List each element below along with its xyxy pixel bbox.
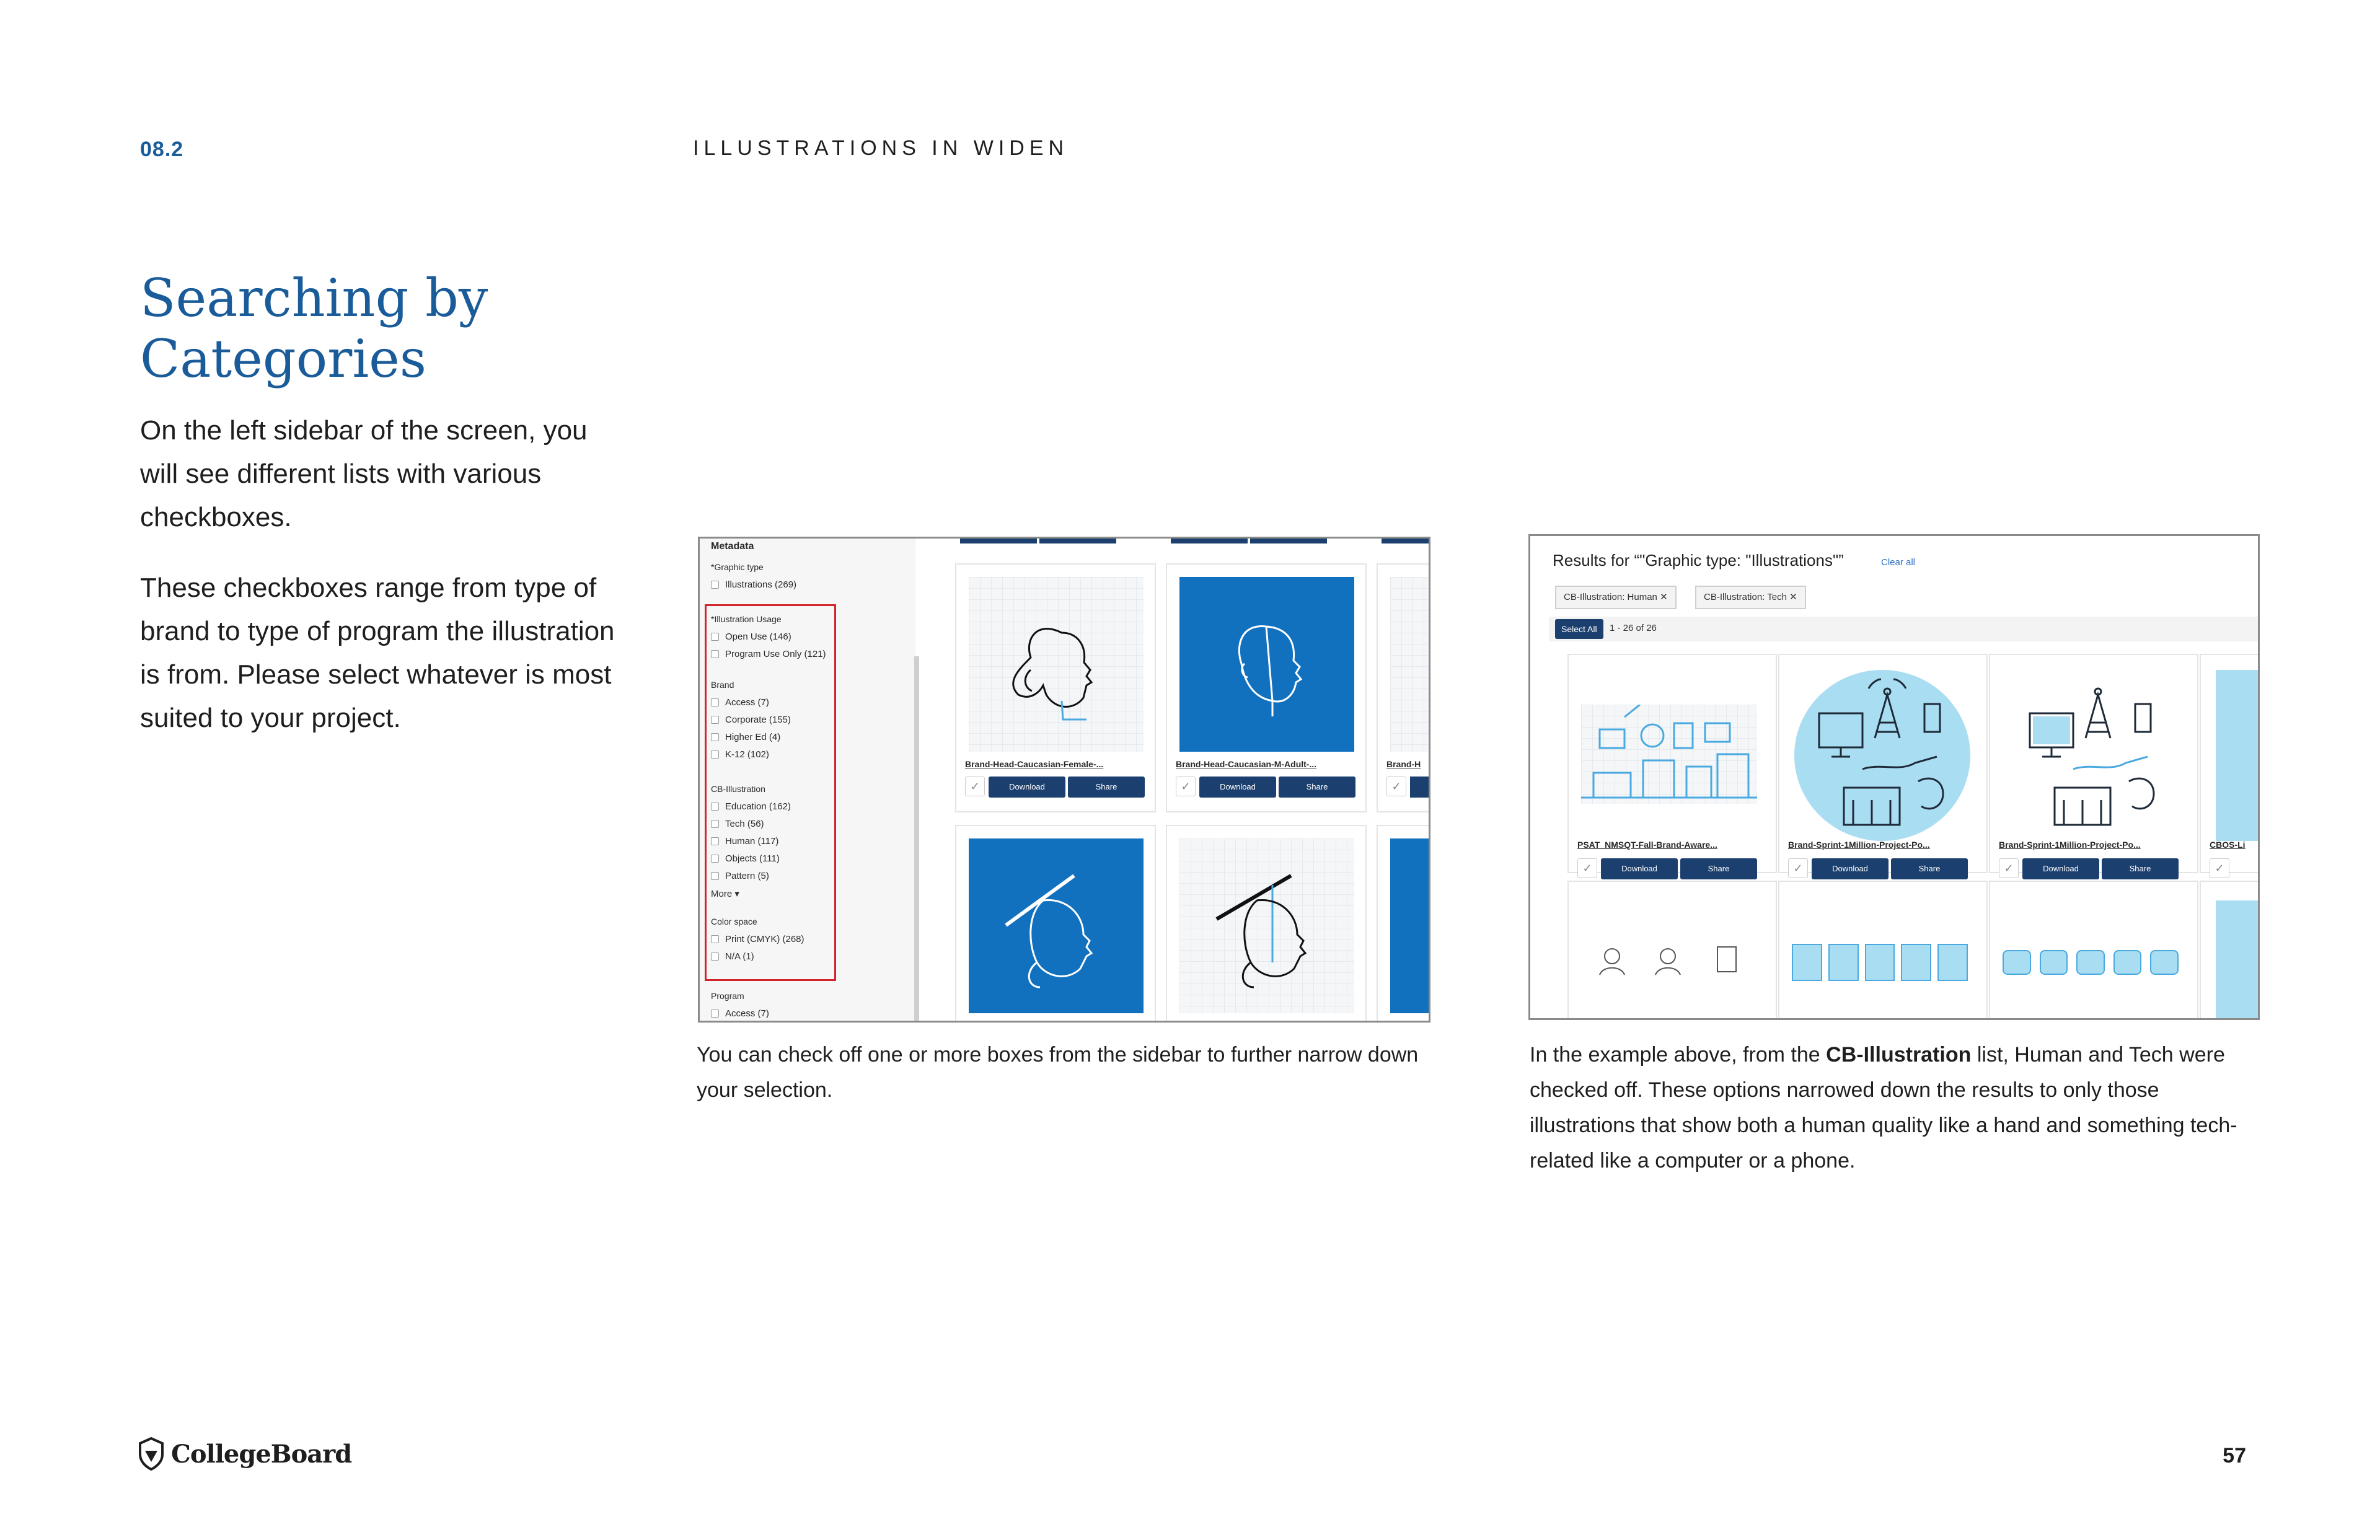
- asset-thumbnail[interactable]: [1794, 670, 1970, 841]
- asset-card[interactable]: [1567, 881, 1777, 1020]
- tower-hand-illustration: [2005, 670, 2181, 841]
- close-icon[interactable]: ✕: [1660, 592, 1668, 602]
- checkbox-icon[interactable]: [711, 698, 719, 706]
- checkbox-icon[interactable]: [711, 803, 719, 811]
- asset-card[interactable]: [1166, 563, 1367, 812]
- brand-label: Brand: [711, 680, 734, 690]
- graduate-head-illustration: [969, 838, 1144, 1013]
- asset-card[interactable]: [2200, 654, 2260, 873]
- right-caption: In the example above, from the CB-Illustration list, Human and Tech were checked off. These options narrowed down the results to only those illustrations that show both a human quality like a hand and something tech-related like a computer or a phone.: [1530, 1043, 2237, 1173]
- filter-checkbox[interactable]: Higher Ed (4): [711, 732, 780, 742]
- filter-checkbox[interactable]: Program Use Only (121): [711, 649, 826, 659]
- filter-checkbox[interactable]: K-12 (102): [711, 749, 769, 760]
- partial-button: [1039, 539, 1116, 543]
- male-head-illustration: [1179, 577, 1354, 752]
- asset-thumbnail[interactable]: [1581, 705, 1757, 804]
- asset-filename[interactable]: PSAT_NMSQT-Fall-Brand-Aware...: [1577, 840, 1717, 850]
- checkbox-icon[interactable]: [711, 1010, 719, 1018]
- filter-checkbox[interactable]: Illustrations (269): [711, 579, 796, 590]
- partial-button: [1250, 539, 1327, 543]
- asset-filename[interactable]: Brand-H: [1386, 759, 1421, 769]
- female-head-illustration: [969, 577, 1144, 752]
- asset-thumbnail[interactable]: [969, 838, 1144, 1013]
- asset-thumbnail[interactable]: [2216, 670, 2260, 841]
- asset-card[interactable]: [1778, 654, 1988, 873]
- asset-thumbnail[interactable]: [1390, 577, 1430, 752]
- results-label: Results for “"Graphic type: "Illustrations"”: [1553, 551, 1844, 570]
- select-check-icon[interactable]: ✓: [1386, 777, 1406, 796]
- asset-thumbnail[interactable]: [2003, 950, 2179, 975]
- checkbox-icon[interactable]: [711, 872, 719, 880]
- filter-checkbox[interactable]: Access (7): [711, 697, 769, 708]
- asset-filename[interactable]: Brand-Sprint-1Million-Project-Po...: [1999, 840, 2141, 850]
- clear-all-link[interactable]: Clear all: [1881, 557, 1916, 568]
- asset-filename[interactable]: Brand-Head-Caucasian-M-Adult-...: [1176, 759, 1317, 769]
- download-button[interactable]: Download: [1812, 858, 1889, 879]
- sidebar-scrollbar[interactable]: [914, 656, 919, 1022]
- filter-chip-tech[interactable]: CB-Illustration: Tech ✕: [1695, 586, 1806, 609]
- asset-card[interactable]: [2200, 881, 2260, 1020]
- cb-illustration-label: CB-Illustration: [711, 784, 765, 794]
- filter-chip-human[interactable]: CB-Illustration: Human ✕: [1555, 586, 1677, 609]
- people-icons-illustration: [1581, 938, 1757, 987]
- tower-hand-illustration: [1794, 670, 1970, 841]
- intro-paragraph: On the left sidebar of the screen, you will see different lists with various checkboxes.: [140, 415, 588, 532]
- asset-card[interactable]: [1377, 825, 1430, 1023]
- download-button[interactable]: Download: [1199, 777, 1276, 798]
- asset-card[interactable]: [955, 825, 1156, 1023]
- partial-button: [960, 539, 1037, 543]
- left-caption: You can check off one or more boxes from the sidebar to further narrow down your selection.: [697, 1043, 1419, 1102]
- select-check-icon[interactable]: ✓: [1577, 858, 1597, 878]
- asset-card[interactable]: [1166, 825, 1367, 1023]
- metadata-label: Metadata: [711, 541, 754, 552]
- checkbox-icon[interactable]: [711, 733, 719, 741]
- filter-checkbox[interactable]: Open Use (146): [711, 631, 791, 642]
- asset-card[interactable]: [1567, 654, 1777, 873]
- select-check-icon[interactable]: ✓: [965, 777, 985, 796]
- share-button[interactable]: Share: [1891, 858, 1968, 879]
- filter-checkbox[interactable]: Human (117): [711, 836, 778, 847]
- filter-checkbox[interactable]: Objects (111): [711, 853, 780, 864]
- asset-card[interactable]: [1989, 881, 2198, 1020]
- checkbox-icon[interactable]: [711, 837, 719, 845]
- checkbox-icon[interactable]: [711, 581, 719, 589]
- share-button[interactable]: Share: [1279, 777, 1355, 798]
- filter-checkbox[interactable]: Print (CMYK) (268): [711, 934, 804, 944]
- filter-checkbox[interactable]: Education (162): [711, 801, 791, 812]
- download-button[interactable]: Download: [2022, 858, 2099, 879]
- select-check-icon[interactable]: ✓: [1788, 858, 1808, 878]
- checkbox-icon[interactable]: [711, 953, 719, 961]
- checkbox-icon[interactable]: [711, 820, 719, 828]
- checkbox-icon[interactable]: [711, 716, 719, 724]
- section-title: ILLUSTRATIONS IN WIDEN: [693, 136, 1069, 160]
- collegeboard-logo: [138, 1435, 351, 1472]
- checkbox-icon[interactable]: [711, 750, 719, 759]
- select-check-icon[interactable]: ✓: [1176, 777, 1196, 796]
- asset-thumbnail[interactable]: [969, 577, 1144, 752]
- select-check-icon[interactable]: ✓: [1999, 858, 2019, 878]
- asset-thumbnail[interactable]: [1390, 838, 1430, 1013]
- close-icon[interactable]: ✕: [1789, 592, 1797, 602]
- share-button[interactable]: Share: [1068, 777, 1145, 798]
- checkbox-icon[interactable]: [711, 633, 719, 641]
- asset-card[interactable]: [1778, 881, 1988, 1020]
- asset-filename[interactable]: CBOS-Li: [2210, 840, 2246, 850]
- results-screenshot: [1528, 534, 2260, 1020]
- asset-card[interactable]: [1989, 654, 2198, 873]
- filter-checkbox[interactable]: N/A (1): [711, 951, 754, 962]
- asset-thumbnail[interactable]: [2005, 670, 2181, 841]
- select-all-button[interactable]: Select All: [1555, 619, 1603, 639]
- result-count: 1 - 26 of 26: [1610, 623, 1657, 633]
- page-heading: Searching by Categories: [140, 268, 488, 389]
- partial-button: [1382, 539, 1429, 543]
- checkbox-icon[interactable]: [711, 935, 719, 943]
- asset-card[interactable]: [955, 563, 1156, 812]
- graphic-type-label: *Graphic type: [711, 562, 764, 572]
- download-button[interactable]: Download: [1601, 858, 1678, 879]
- checkbox-icon[interactable]: [711, 855, 719, 863]
- select-check-icon[interactable]: ✓: [2210, 858, 2229, 878]
- asset-thumbnail[interactable]: [1792, 944, 1968, 981]
- sidebar-screenshot: [698, 537, 1430, 1023]
- asset-filename[interactable]: Brand-Sprint-1Million-Project-Po...: [1788, 840, 1930, 850]
- filter-checkbox[interactable]: Tech (56): [711, 819, 764, 829]
- filter-checkbox[interactable]: Pattern (5): [711, 871, 769, 881]
- filter-sidebar: [700, 539, 915, 1021]
- section-number: 08.2: [140, 138, 184, 161]
- asset-thumbnail[interactable]: [1179, 577, 1354, 752]
- partial-button: [1171, 539, 1248, 543]
- acorn-shield-icon: [138, 1437, 165, 1471]
- filter-checkbox[interactable]: Access (7): [711, 1008, 769, 1019]
- logo-text: CollegeBoard: [171, 1439, 352, 1469]
- illustration-usage-label: *Illustration Usage: [711, 614, 782, 624]
- filter-checkbox[interactable]: Corporate (155): [711, 715, 791, 725]
- checkbox-icon[interactable]: [711, 650, 719, 658]
- asset-thumbnail[interactable]: [2216, 900, 2260, 1020]
- city-tech-illustration: [1581, 705, 1757, 804]
- download-button-partial[interactable]: [1410, 777, 1429, 798]
- asset-filename[interactable]: Brand-Head-Caucasian-Female-...: [965, 759, 1104, 769]
- more-link[interactable]: More ▾: [711, 889, 739, 899]
- share-button[interactable]: Share: [1680, 858, 1757, 879]
- asset-card[interactable]: [1377, 563, 1430, 812]
- download-button[interactable]: Download: [989, 777, 1065, 798]
- color-space-label: Color space: [711, 917, 757, 926]
- page-number: 57: [2223, 1444, 2246, 1467]
- program-label: Program: [711, 991, 744, 1001]
- graduate-head-illustration: [1179, 838, 1354, 1013]
- asset-thumbnail[interactable]: [1179, 838, 1354, 1013]
- detail-paragraph: These checkboxes range from type of brand to type of program the illustration is from. Please select whatever is most suited to your project.: [140, 573, 615, 733]
- share-button[interactable]: Share: [2102, 858, 2179, 879]
